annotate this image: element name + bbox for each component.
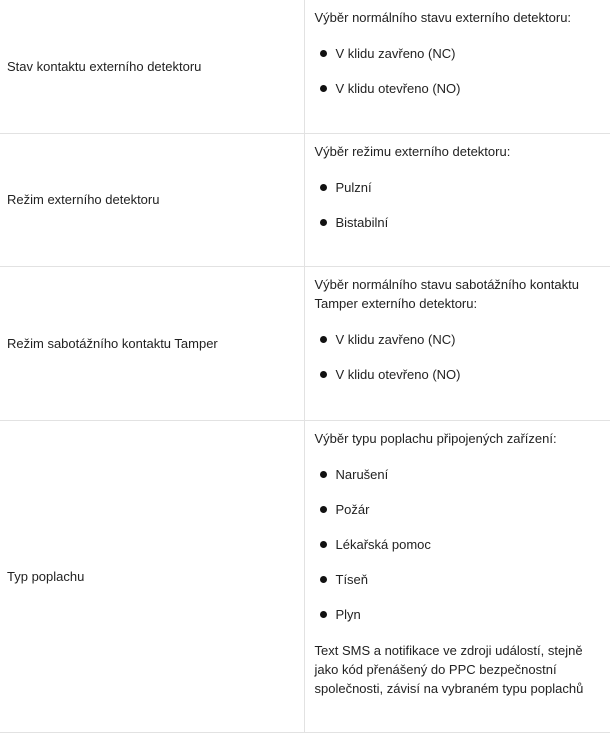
bullet-icon xyxy=(320,576,327,583)
list-item xyxy=(315,501,601,518)
setting-intro: Výběr normálního stavu externího detektoru: xyxy=(314,10,572,25)
option-list xyxy=(315,466,601,623)
setting-note: Text SMS a notifikace ve zdroji událostí, stejně jako kód přenášený do PPC bezpečnostní společnosti, závisí na vybraném typu poplachů xyxy=(314,642,584,696)
setting-description xyxy=(304,133,610,266)
setting-description xyxy=(304,0,610,133)
option-label: Lékařská pomoc xyxy=(335,536,431,552)
list-item xyxy=(315,571,601,588)
setting-description xyxy=(304,420,610,732)
setting-name: Typ poplachu xyxy=(0,420,304,732)
bullet-icon xyxy=(320,219,327,226)
option-label: Požár xyxy=(335,501,370,517)
list-item xyxy=(315,45,601,62)
list-item xyxy=(315,466,601,483)
option-label: Narušení xyxy=(335,466,389,482)
setting-intro: Výběr režimu externího detektoru: xyxy=(314,143,511,159)
bullet-icon xyxy=(320,336,327,343)
list-item xyxy=(315,214,601,231)
option-label: V klidu zavřeno (NC) xyxy=(335,46,456,61)
table-row xyxy=(0,133,610,266)
setting-intro: Výběr typu poplachu připojených zařízení: xyxy=(314,430,557,446)
option-list xyxy=(315,45,601,97)
list-item xyxy=(315,80,601,97)
list-item xyxy=(315,366,601,383)
option-list xyxy=(315,179,601,231)
option-label: Tíseň xyxy=(335,571,369,587)
bullet-icon xyxy=(320,506,327,513)
table-row xyxy=(0,0,610,133)
bullet-icon xyxy=(320,50,327,57)
bullet-icon xyxy=(320,611,327,618)
table-row xyxy=(0,266,610,420)
list-item xyxy=(315,179,601,196)
option-label: V klidu otevřeno (NO) xyxy=(335,81,461,96)
setting-name: Režim sabotážního kontaktu Tamper xyxy=(0,266,304,420)
option-label: Bistabilní xyxy=(335,214,389,230)
setting-intro: Výběr normálního stavu sabotážního kontaktu Tamper externího detektoru: xyxy=(314,276,579,311)
option-label: Plyn xyxy=(335,606,361,622)
list-item xyxy=(315,536,601,553)
option-label: V klidu zavřeno (NC) xyxy=(335,331,456,347)
bullet-icon xyxy=(320,371,327,378)
bullet-icon xyxy=(320,541,327,548)
bullet-icon xyxy=(320,85,327,92)
option-label: V klidu otevřeno (NO) xyxy=(335,366,461,382)
option-list xyxy=(315,331,601,383)
bullet-icon xyxy=(320,184,327,191)
list-item xyxy=(315,606,601,623)
setting-description xyxy=(304,266,610,420)
list-item xyxy=(315,331,601,348)
option-label: Pulzní xyxy=(335,179,372,195)
setting-name: Režim externího detektoru xyxy=(0,133,304,266)
bullet-icon xyxy=(320,471,327,478)
table-row xyxy=(0,420,610,732)
setting-name: Stav kontaktu externího detektoru xyxy=(0,0,304,133)
